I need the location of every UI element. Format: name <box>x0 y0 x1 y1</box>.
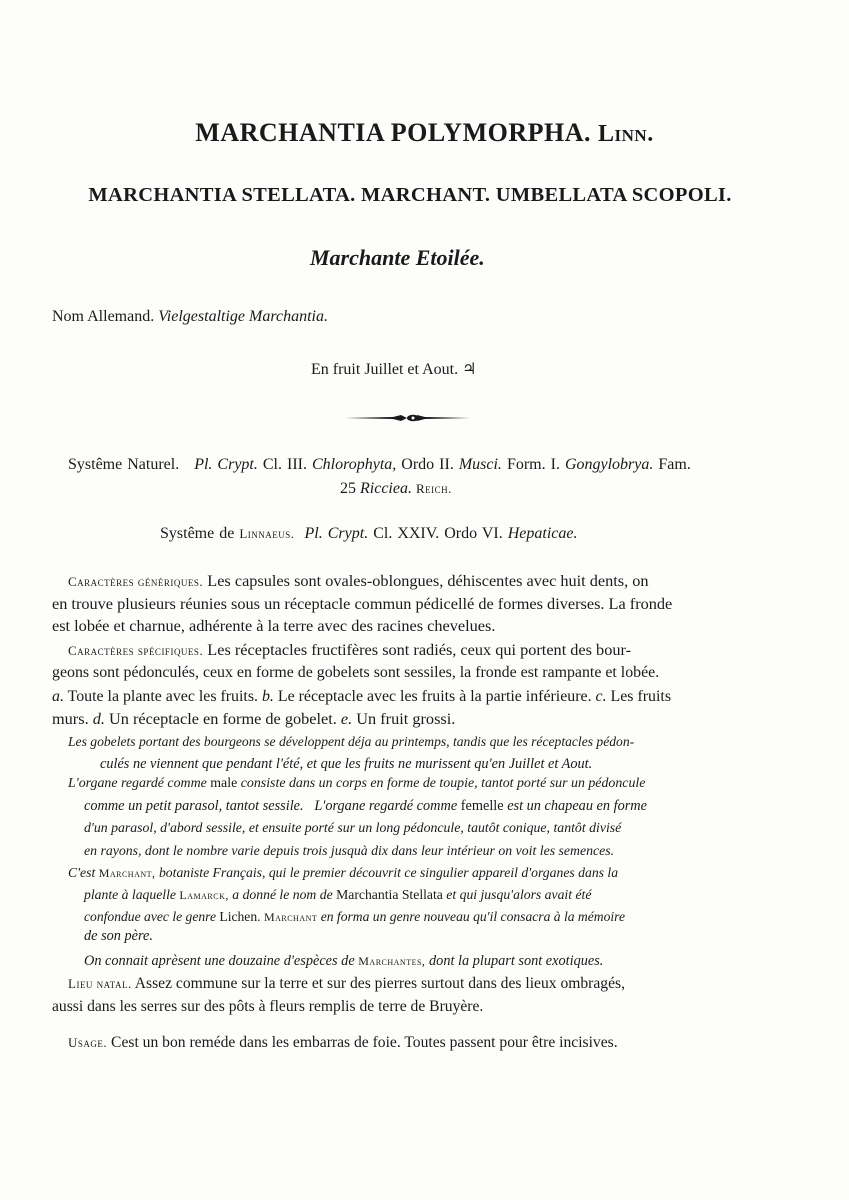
p3-marchantia-stellata: Marchantia Stellata <box>336 887 443 902</box>
p3-marchant: Marchant, <box>98 866 156 880</box>
figure-a: a. <box>52 688 64 705</box>
generic-characters-text-1: Les capsules sont ovales-oblongues, déhiscentes avec huit dents, on <box>207 571 649 590</box>
p2-l1-a: L'organe regardé comme <box>68 776 207 791</box>
specific-characters-line4 <box>52 708 455 730</box>
sn-crypt: Crypt. <box>217 456 258 473</box>
fruit-line <box>311 359 476 379</box>
sl-linnaeus: Linnaeus. <box>239 526 295 541</box>
italic-p2-line4: en rayons, dont le nombre varie depuis trois jusquà dix dans leur intérieur on voit les semences. <box>84 843 615 858</box>
sn-gongylobrya: Gongylobrya. <box>564 456 654 473</box>
p2-femelle: femelle <box>460 798 504 814</box>
p3-l1-a: C'est <box>68 865 96 880</box>
specific-characters-text-1: Les réceptacles fructifères sont radiés, ceux qui portent des bour- <box>207 640 631 659</box>
german-label: Nom Allemand. <box>52 308 155 325</box>
german-name-line <box>52 308 328 326</box>
usage-label: Usage. <box>68 1035 108 1050</box>
ornament-divider <box>345 410 470 426</box>
figure-b: b. <box>261 688 274 705</box>
p3-l3-d: en forma un genre nouveau qu'il consacra à la mémoire <box>320 909 625 924</box>
italic-p2-line2 <box>84 795 647 817</box>
p2-l2-a: comme un petit parasol, tantot sessile. <box>84 798 304 814</box>
usage-line <box>68 1032 618 1054</box>
sn-family-number: 25 <box>340 480 356 497</box>
italic-p1-line2: culés ne viennent que pendant l'été, et que les fruits ne murissent qu'en Juillet et Aout. <box>100 756 593 772</box>
sn-ordo: Ordo II. <box>401 456 454 473</box>
sl-hepaticae: Hepaticae. <box>507 525 578 542</box>
italic-p3-line2 <box>84 884 591 906</box>
italic-p4-line <box>84 950 603 972</box>
figure-d: d. <box>92 709 105 728</box>
page-title <box>0 118 849 148</box>
jupiter-symbol: ♃ <box>462 361 477 378</box>
p3-lichen: Lichen. <box>219 909 261 924</box>
generic-characters-label: Caractères génériques. <box>68 574 204 589</box>
figure-a-text: Toute la plante avec les fruits. <box>67 688 258 705</box>
italic-p2-line1 <box>68 773 645 795</box>
figure-c-text: Les fruits <box>610 688 672 705</box>
sl-label: Systême de <box>160 525 235 542</box>
p4-c: dont la plupart sont exotiques. <box>429 953 604 969</box>
systeme-linnaeus-line <box>160 525 577 543</box>
sn-fam: Fam. <box>658 456 691 473</box>
sn-class: Cl. III. <box>262 456 307 473</box>
p2-male: male <box>210 776 238 791</box>
sn-ricciea: Ricciea. <box>360 480 412 497</box>
p2-l2-b: L'organe regardé comme <box>314 798 458 814</box>
title-author: Linn. <box>598 121 654 147</box>
specific-characters-line1 <box>68 639 631 662</box>
lieu-natal-line1 <box>68 973 625 995</box>
german-name: Vielgestaltige Marchantia. <box>158 308 328 325</box>
lieu-natal-line2: aussi dans les serres sur des pôts à fleurs remplis de terre de Bruyère. <box>52 998 484 1015</box>
sl-pl: Pl. <box>304 525 323 542</box>
systeme-naturel-line1 <box>68 456 691 474</box>
sn-reich: Reich. <box>415 481 452 496</box>
specific-characters-line2: geons sont pédonculés, ceux en forme de gobelets sont sessiles, la fronde est rampante et lobée. <box>52 664 660 681</box>
p3-marchant-2: Marchant <box>263 910 318 924</box>
figure-c: c. <box>595 688 607 705</box>
lieu-natal-text-1: Assez commune sur la terre et sur des pierres surtout dans des lieux ombragés, <box>134 975 625 992</box>
p2-l1-c: consiste dans un corps en forme de toupie, tantot porté sur un pédoncule <box>240 776 646 791</box>
title-main: MARCHANTIA POLYMORPHA. <box>195 118 592 147</box>
synonyms-heading: MARCHANTIA STELLATA. MARCHANT. UMBELLATA SCOPOLI. <box>88 184 732 206</box>
usage-text: Cest un bon reméde dans les embarras de foie. Toutes passent pour être incisives. <box>111 1034 618 1051</box>
p3-l2-e: et qui jusqu'alors avait été <box>446 887 592 902</box>
sl-class: Cl. XXIV. <box>373 525 440 542</box>
p3-l2-c: a donné le nom de <box>232 887 333 902</box>
sn-chlorophyta: Chlorophyta, <box>311 456 397 473</box>
sn-label: Systême Naturel. <box>68 456 180 473</box>
generic-characters-line1 <box>68 570 649 593</box>
sl-crypt: Crypt. <box>327 525 369 542</box>
p2-l2-d: est un chapeau en forme <box>507 798 647 814</box>
specific-characters-label: Caractères spécifiques. <box>68 643 204 658</box>
fruit-text: En fruit Juillet et Aout. <box>311 361 459 378</box>
p3-l3-a: confondue avec le genre <box>84 909 216 924</box>
figure-d-text: Un réceptacle en forme de gobelet. <box>109 709 337 728</box>
common-name: Marchante Etoilée. <box>310 245 485 270</box>
sl-ordo: Ordo VI. <box>444 525 503 542</box>
generic-characters-line2: en trouve plusieurs réunies sous un réceptacle commun pédicellé de formes diverses. La fronde <box>52 594 673 613</box>
sn-pl: Pl. <box>194 456 213 473</box>
figure-e: e. <box>340 709 353 728</box>
italic-p1-line1: Les gobelets portant des bourgeons se développent déja au printemps, tandis que les réceptacles pédon- <box>68 734 635 749</box>
generic-characters-line3: est lobée et charnue, adhérente à la terre avec des racines chevelues. <box>52 616 496 635</box>
italic-p3-line3 <box>84 906 625 928</box>
specific-characters-line3 <box>52 686 671 708</box>
p3-l1-c: botaniste Français, qui le premier découvrit ce singulier appareil d'organes dans la <box>158 865 619 880</box>
italic-p3-line4: de son père. <box>84 928 153 944</box>
p3-l2-a: plante à laquelle <box>84 887 176 902</box>
figure-e-text: Un fruit grossi. <box>356 709 456 728</box>
p4-marchantes: Marchantes, <box>358 954 426 968</box>
p3-lamarck: Lamarck, <box>179 888 229 902</box>
figure-b-text: Le réceptacle avec les fruits à la partie inférieure. <box>277 688 592 705</box>
figure-line4-start: murs. <box>52 709 89 728</box>
lieu-natal-label: Lieu natal. <box>68 976 132 991</box>
italic-p3-line1 <box>68 862 618 884</box>
systeme-naturel-line2 <box>340 480 452 498</box>
p4-a: On connait aprèsent une douzaine d'espèces de <box>84 953 355 969</box>
sn-form: Form. I. <box>506 456 560 473</box>
sn-musci: Musci. <box>458 456 502 473</box>
italic-p2-line3: d'un parasol, d'abord sessile, et ensuite porté sur un long pédoncule, tautôt conique, tantôt divisé <box>84 820 622 835</box>
